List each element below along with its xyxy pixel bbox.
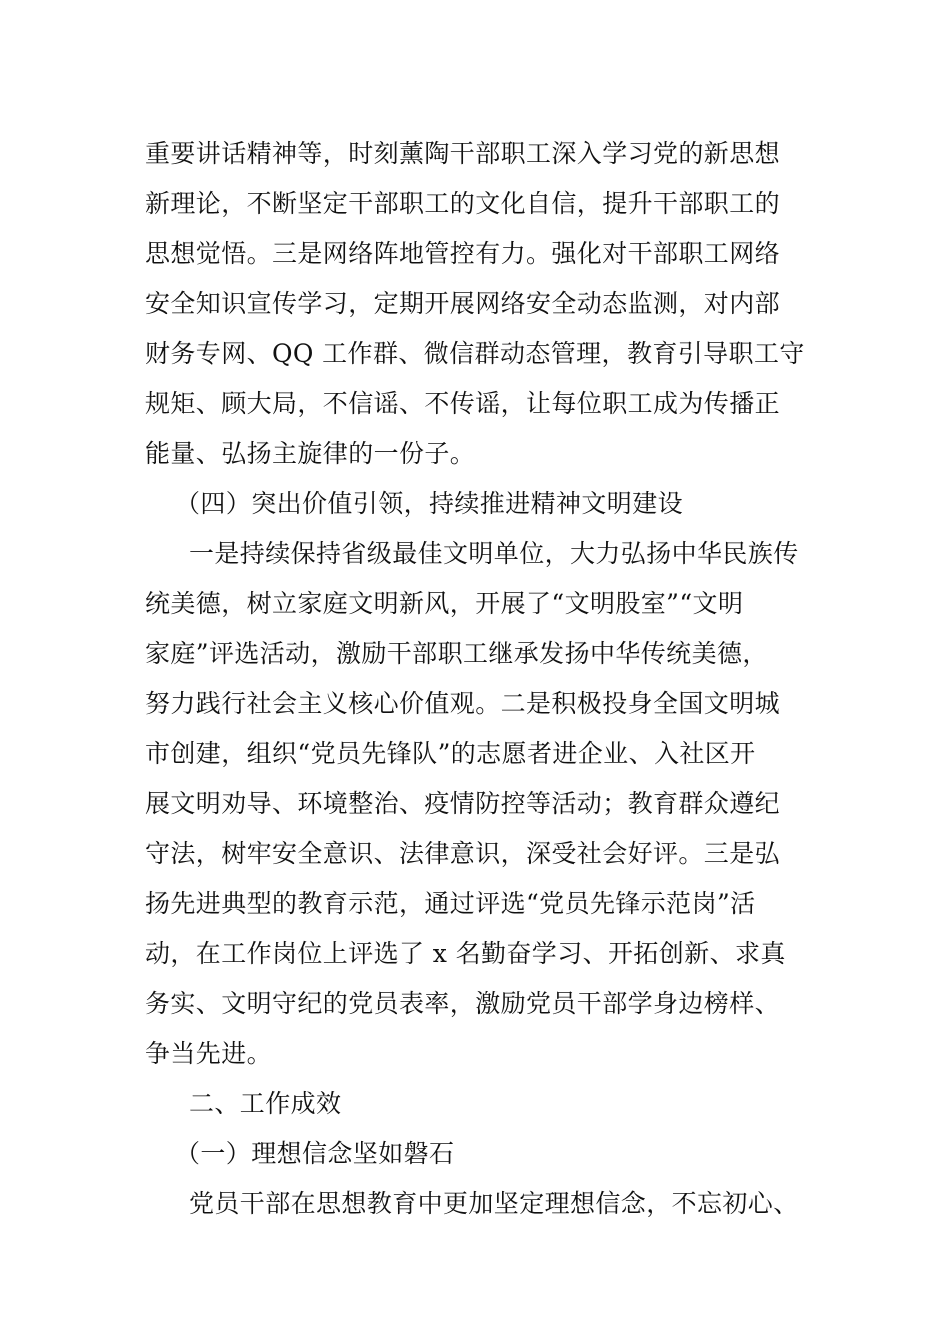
paragraph-line: 统美德，树立家庭文明新风，开展了“文明股室”“文明	[145, 589, 744, 618]
paragraph-line: 财务专网、QQ 工作群、微信群动态管理，教育引导职工守	[145, 339, 805, 368]
document-body	[145, 129, 817, 1229]
paragraph-line: 规矩、顾大局，不信谣、不传谣，让每位职工成为传播正	[145, 389, 781, 418]
paragraph-line: 重要讲话精神等，时刻薰陶干部职工深入学习党的新思想	[145, 139, 781, 168]
subsection-heading: （一）理想信念坚如磐石	[175, 1139, 455, 1168]
paragraph-line: 思想觉悟。三是网络阵地管控有力。强化对干部职工网络	[145, 239, 781, 268]
paragraph-line: 争当先进。	[145, 1039, 273, 1068]
paragraph-line: 展文明劝导、环境整治、疫情防控等活动；教育群众遵纪	[145, 789, 781, 818]
paragraph-line: 家庭”评选活动，激励干部职工继承发扬中华传统美德，	[145, 639, 768, 668]
paragraph-line: 努力践行社会主义核心价值观。二是积极投身全国文明城	[145, 689, 781, 718]
paragraph-line: 扬先进典型的教育示范，通过评选“党员先锋示范岗”活	[145, 889, 756, 918]
paragraph-line: 一是持续保持省级最佳文明单位，大力弘扬中华民族传	[189, 539, 799, 568]
paragraph-line: 党员干部在思想教育中更加坚定理想信念，不忘初心、	[189, 1189, 799, 1218]
paragraph-line: 务实、文明守纪的党员表率，激励党员干部学身边榜样、	[145, 989, 781, 1018]
section-title: 二、工作成效	[189, 1089, 342, 1118]
paragraph-line: 安全知识宣传学习，定期开展网络安全动态监测，对内部	[145, 289, 781, 318]
paragraph-line: 市创建，组织“党员先锋队”的志愿者进企业、入社区开	[145, 739, 756, 768]
paragraph-line: 新理论，不断坚定干部职工的文化自信，提升干部职工的	[145, 189, 781, 218]
paragraph-line: 动，在工作岗位上评选了 x 名勤奋学习、开拓创新、求真	[145, 939, 786, 968]
section-heading: （四）突出价值引领，持续推进精神文明建设	[175, 489, 684, 518]
paragraph-line: 守法，树牢安全意识、法律意识，深受社会好评。三是弘	[145, 839, 781, 868]
paragraph-line: 能量、弘扬主旋律的一份子。	[145, 439, 476, 468]
